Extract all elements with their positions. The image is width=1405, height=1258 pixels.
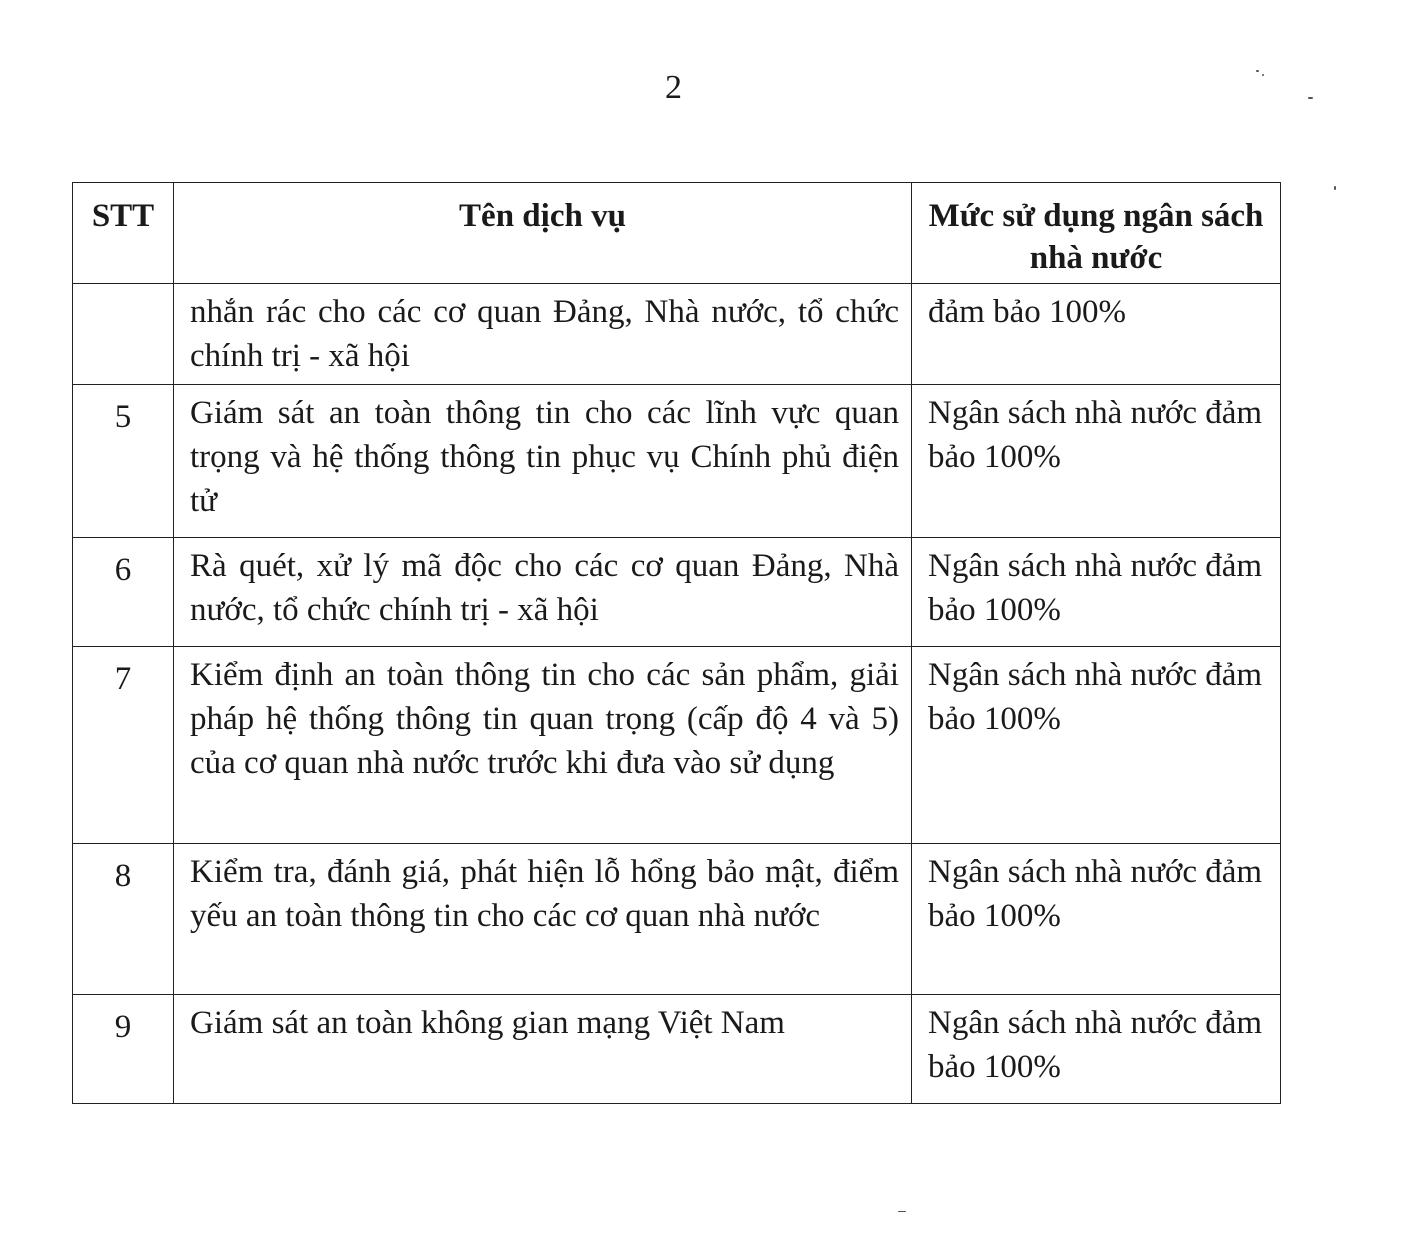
page-number: 2 (665, 69, 682, 106)
row-budget-level: Ngân sách nhà nước đảm bảo 100% (912, 844, 1281, 995)
table-row (73, 385, 1281, 538)
table-row (73, 995, 1281, 1104)
table-header-row (73, 183, 1281, 284)
header-service-name: Tên dịch vụ (174, 183, 912, 284)
table-row (73, 647, 1281, 844)
row-stt: 7 (73, 647, 174, 844)
row-service-name: Giám sát an toàn không gian mạng Việt Nam (174, 995, 912, 1104)
row-stt: 9 (73, 995, 174, 1104)
row-budget-level: đảm bảo 100% (912, 284, 1281, 385)
row-budget-level: Ngân sách nhà nước đảm bảo 100% (912, 385, 1281, 538)
row-service-name: nhắn rác cho các cơ quan Đảng, Nhà nước, tổ chức chính trị - xã hội (174, 284, 912, 385)
services-table (72, 182, 1281, 1104)
table-row (73, 844, 1281, 995)
scan-speck (1334, 186, 1336, 190)
row-budget-level: Ngân sách nhà nước đảm bảo 100% (912, 647, 1281, 844)
row-service-name: Rà quét, xử lý mã độc cho các cơ quan Đảng, Nhà nước, tổ chức chính trị - xã hội (174, 538, 912, 647)
scan-speck (1308, 97, 1313, 99)
scan-speck (1256, 70, 1259, 72)
table-row (73, 538, 1281, 647)
header-budget-level: Mức sử dụng ngân sách nhà nước (912, 183, 1281, 284)
table-row (73, 284, 1281, 385)
row-stt (73, 284, 174, 385)
row-service-name: Giám sát an toàn thông tin cho các lĩnh vực quan trọng và hệ thống thông tin phục vụ Chính phủ điện tử (174, 385, 912, 538)
row-stt: 5 (73, 385, 174, 538)
row-stt: 8 (73, 844, 174, 995)
row-stt: 6 (73, 538, 174, 647)
row-service-name: Kiểm tra, đánh giá, phát hiện lỗ hổng bảo mật, điểm yếu an toàn thông tin cho các cơ quan nhà nước (174, 844, 912, 995)
row-budget-level: Ngân sách nhà nước đảm bảo 100% (912, 538, 1281, 647)
header-stt: STT (73, 183, 174, 284)
scan-speck (898, 1211, 906, 1212)
scan-speck (1262, 74, 1264, 76)
row-service-name: Kiểm định an toàn thông tin cho các sản phẩm, giải pháp hệ thống thông tin quan trọng (cấp độ 4 và 5) của cơ quan nhà nước trước khi đưa vào sử dụng (174, 647, 912, 844)
row-budget-level: Ngân sách nhà nước đảm bảo 100% (912, 995, 1281, 1104)
